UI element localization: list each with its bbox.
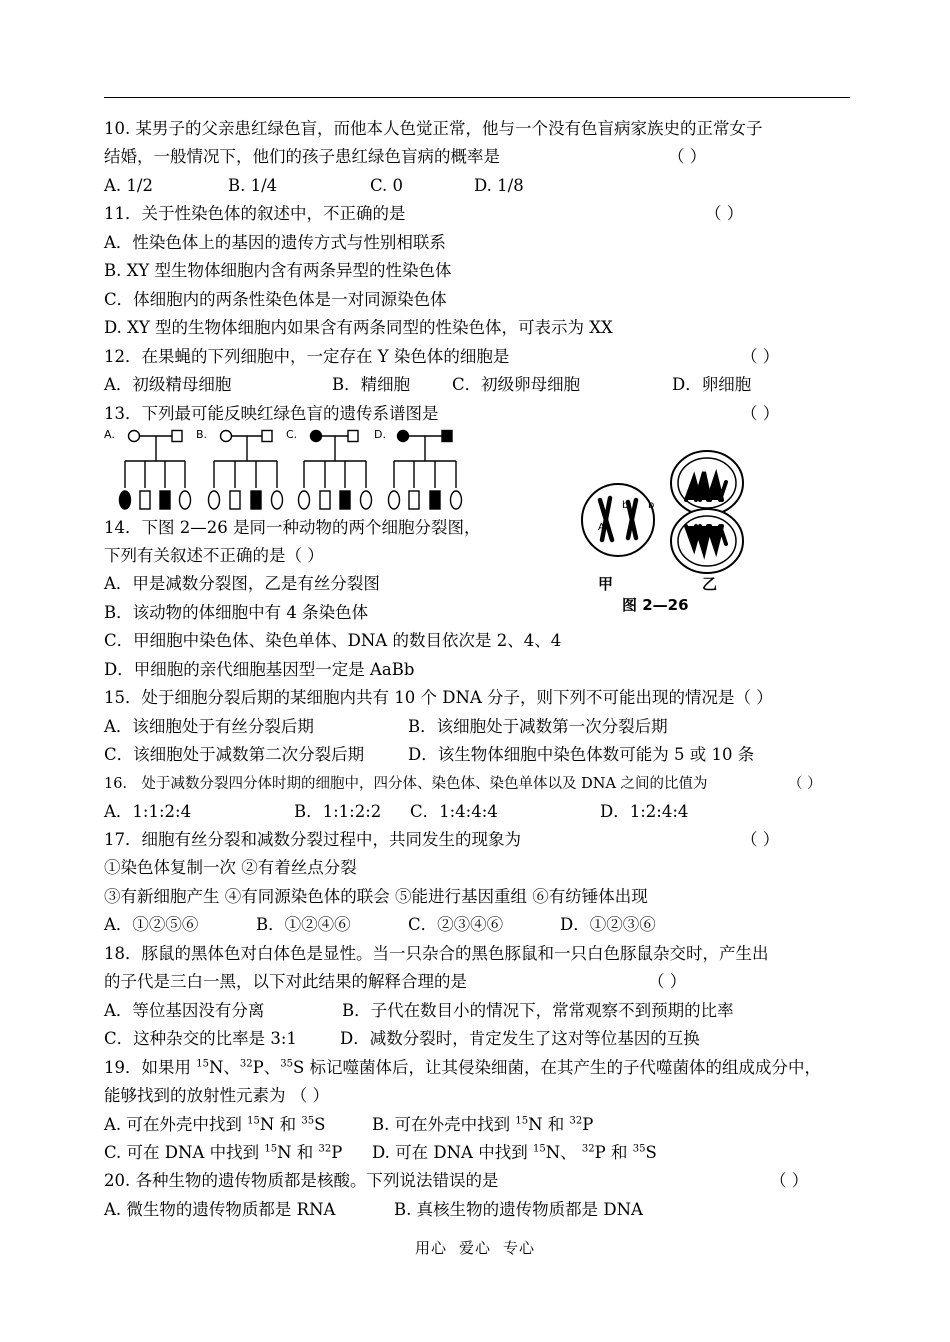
q18-option-c: C．这种杂交的比率是 3:1 <box>104 1029 297 1048</box>
figure-label-jia: 甲 <box>598 575 614 593</box>
q20-options <box>104 1199 643 1221</box>
cell-division-figure <box>576 428 756 588</box>
q20-paren: （ ） <box>770 1171 809 1190</box>
q17-option-a: A．①②⑤⑥ <box>104 915 199 934</box>
q10-option-d: D. 1/8 <box>474 176 524 195</box>
q18-options-cd <box>104 1028 700 1050</box>
q17-options <box>104 914 656 936</box>
q19-line1: 19．如果用 $^{15}$N、$^{32}$P、$^{35}$S 标记噬菌体后，让其侵染细菌，在其产生的子代噬菌体的组成成分中， <box>104 1058 822 1077</box>
q11-paren: （ ） <box>705 204 744 223</box>
header-rule <box>104 97 850 98</box>
pedigree-a <box>120 431 191 510</box>
pedigree-label-a: A. <box>104 428 115 441</box>
q17-option-d: D．①②③⑥ <box>560 915 656 934</box>
q12-paren: （ ） <box>741 347 780 366</box>
q18-option-a: A．等位基因没有分离 <box>104 1001 265 1020</box>
q17-stem: 17．细胞有丝分裂和减数分裂过程中，共同发生的现象为 <box>104 830 521 849</box>
q19-options-ab <box>104 1114 593 1136</box>
footer-text-2: 爱心 <box>458 1239 491 1257</box>
q18-option-b: B．子代在数目小的情况下，常常观察不到预期的比率 <box>342 1001 734 1020</box>
q16-option-b: B．1:1:2:2 <box>294 802 382 821</box>
gene-label-b1: b <box>622 500 629 511</box>
q14-option-a: A．甲是减数分裂图，乙是有丝分裂图 <box>104 574 380 593</box>
q18-options-ab <box>104 1000 734 1022</box>
q15-stem: 15．处于细胞分裂后期的某细胞内共有 10 个 DNA 分子，则下列不可能出现的情况是（ ） <box>104 688 773 707</box>
pedigree-label-d: D. <box>374 428 386 441</box>
q12-option-d: D．卵细胞 <box>672 375 752 394</box>
q15-option-c: C．该细胞处于减数第二次分裂后期 <box>104 745 365 764</box>
q15-option-a: A．该细胞处于有丝分裂后期 <box>104 717 314 736</box>
q14-option-c: C．甲细胞中染色体、染色单体、DNA 的数目依次是 2、4、4 <box>104 631 562 650</box>
cell-yi <box>671 451 743 573</box>
q10-option-c: C. 0 <box>370 176 404 195</box>
q12-option-a: A．初级精母细胞 <box>104 375 232 394</box>
q12-option-c: C．初级卵母细胞 <box>452 375 581 394</box>
q14-line1: 14．下图 2—26 是同一种动物的两个细胞分裂图， <box>104 518 481 537</box>
q13-paren: （ ） <box>741 404 780 423</box>
pedigree-c <box>299 431 372 510</box>
q14-line2: 下列有关叙述不正确的是（ ） <box>104 546 324 565</box>
q19-option-a: A. 可在外壳中找到 $^{15}$N 和 $^{35}$S <box>104 1115 326 1134</box>
q10-line2: 结婚，一般情况下，他们的孩子患红绿色盲病的概率是 <box>104 147 500 166</box>
pedigree-label-c: C. <box>286 428 298 441</box>
q16-option-c: C．1:4:4:4 <box>410 802 498 821</box>
q10-paren: （ ） <box>668 147 707 166</box>
q14-option-b: B．该动物的体细胞中有 4 条染色体 <box>104 603 369 622</box>
pedigree-d <box>389 431 462 510</box>
q19-option-c: C. 可在 DNA 中找到 $^{15}$N 和 $^{32}$P <box>104 1143 343 1162</box>
q10-option-a: A. 1/2 <box>104 176 153 195</box>
cell-jia <box>582 484 654 556</box>
q10-options <box>104 175 524 197</box>
q12-stem: 12．在果蝇的下列细胞中，一定存在 Y 染色体的细胞是 <box>104 347 510 366</box>
q15-option-b: B．该细胞处于减数第一次分裂后期 <box>408 717 668 736</box>
q11-option-d: D. XY 型的生物体细胞内如果含有两条同型的性染色体，可表示为 XX <box>104 318 613 337</box>
q18-option-d: D．减数分裂时，肯定发生了这对等位基因的互换 <box>340 1029 700 1048</box>
q10-option-b: B. 1/4 <box>228 176 278 195</box>
q18-line2: 的子代是三白一黑，以下对此结果的解释合理的是 <box>104 972 467 991</box>
footer-text-1: 用心 <box>414 1239 447 1257</box>
q19-option-b: B. 可在外壳中找到 $^{15}$N 和 $^{32}$P <box>372 1115 594 1134</box>
q17-items-line2: ③有新细胞产生 ④有同源染色体的联会 ⑤能进行基因重组 ⑥有纺锤体出现 <box>104 887 648 906</box>
q11-stem: 11．关于性染色体的叙述中，不正确的是 <box>104 204 406 223</box>
q19-options-cd <box>104 1142 657 1164</box>
q18-line1: 18．豚鼠的黑体色对白体色是显性。当一只杂合的黑色豚鼠和一只白色豚鼠杂交时，产生出 <box>104 944 769 963</box>
q15-options-cd <box>104 744 754 766</box>
q16-stem: 16． 处于减数分裂四分体时期的细胞中，四分体、染色体、染色单体以及 DNA 之间的比值为 <box>104 776 708 792</box>
gene-label-a: A <box>598 522 605 533</box>
q11-option-c: C．体细胞内的两条性染色体是一对同源染色体 <box>104 290 447 309</box>
q20-option-a: A. 微生物的遗传物质都是 RNA <box>104 1200 336 1219</box>
gene-label-b2: b <box>648 500 655 511</box>
q15-options-ab <box>104 716 668 738</box>
q17-option-b: B．①②④⑥ <box>256 915 351 934</box>
q11-option-a: A．性染色体上的基因的遗传方式与性别相联系 <box>104 233 446 252</box>
q15-option-d: D．该生物体细胞中染色体数可能为 5 或 10 条 <box>408 745 755 764</box>
q17-option-c: C．②③④⑥ <box>408 915 504 934</box>
footer-text-3: 专心 <box>503 1239 536 1257</box>
pedigree-label-b: B. <box>196 428 208 441</box>
q16-paren: （ ） <box>788 776 822 792</box>
page-footer <box>0 1237 950 1258</box>
q17-paren: （ ） <box>741 830 780 849</box>
q16-option-d: D．1:2:4:4 <box>600 802 689 821</box>
pedigree-b <box>209 431 283 510</box>
q11-option-b: B. XY 型生物体细胞内含有两条异型的性染色体 <box>104 261 452 280</box>
q14-option-d: D．甲细胞的亲代细胞基因型一定是 AaBb <box>104 660 415 679</box>
q20-option-b: B. 真核生物的遗传物质都是 DNA <box>394 1200 643 1219</box>
q20-stem: 20. 各种生物的遗传物质都是核酸。下列说法错误的是 <box>104 1171 499 1190</box>
q19-line2: 能够找到的放射性元素为 （ ） <box>104 1086 329 1105</box>
q16-options <box>104 801 688 823</box>
figure-label-yi: 乙 <box>702 575 718 593</box>
q10-line1: 10. 某男子的父亲患红绿色盲，而他本人色觉正常，他与一个没有色盲病家族史的正常女子 <box>104 119 763 138</box>
q13-stem: 13．下列最可能反映红绿色盲的遗传系谱图是 <box>104 404 439 423</box>
q19-option-d: D. 可在 DNA 中找到 $^{15}$N、 $^{32}$P 和 $^{35}$S <box>372 1143 657 1162</box>
q16-option-a: A．1:1:2:4 <box>104 802 192 821</box>
q12-option-b: B．精细胞 <box>332 375 411 394</box>
q12-options <box>104 374 751 396</box>
q18-paren: （ ） <box>648 972 687 991</box>
figure-caption: 图 2—26 <box>622 596 689 614</box>
q17-items-line1: ①染色体复制一次 ②有着丝点分裂 <box>104 858 357 877</box>
